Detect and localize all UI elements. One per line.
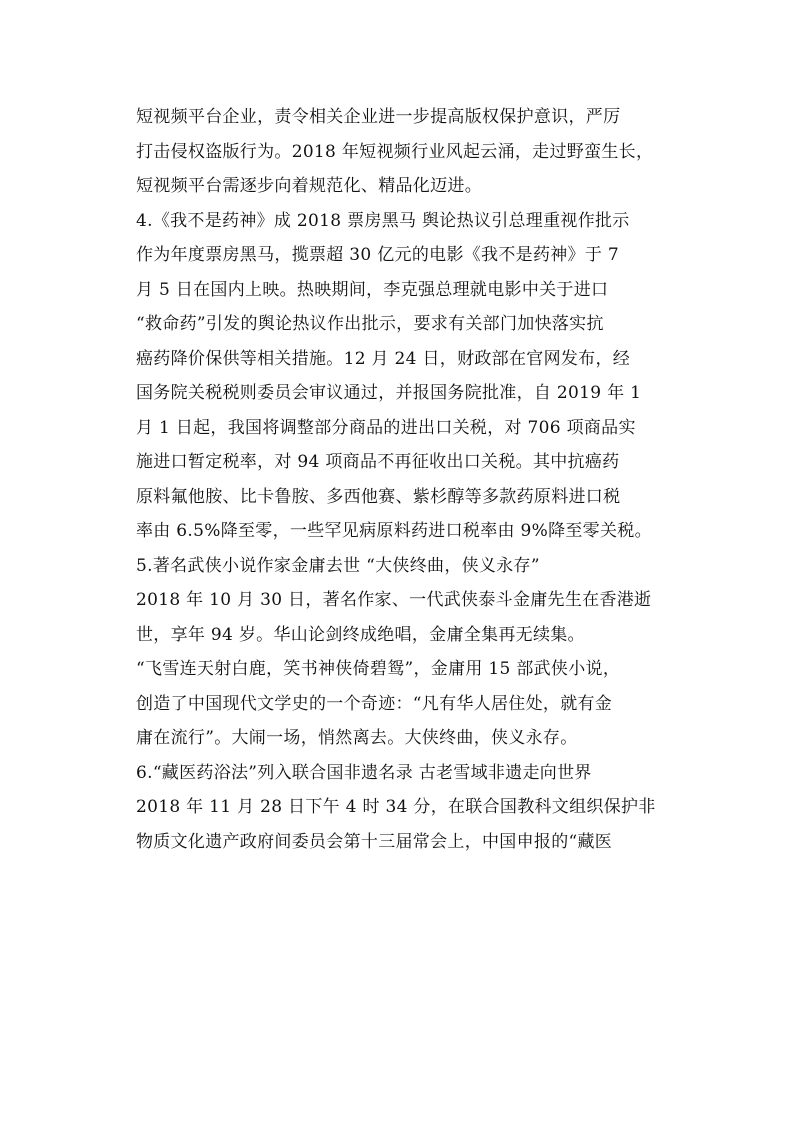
text-line: 打击侵权盗版行为。2018 年短视频行业风起云涌，走过野蛮生长， [136,141,654,162]
section-heading-4: 4.《我不是药神》成 2018 票房黑马 舆论热议引总理重视作批示 [136,210,630,231]
text-line: 率由 6.5%降至零，一些罕见病原料药进口税率由 9%降至零关税。 [136,521,652,541]
text-line: 2018 年 11 月 28 日下午 4 时 34 分，在联合国教科文组织保护非 [136,797,656,817]
text-line: “飞雪连天射白鹿，笑书神侠倚碧鸳”，金庸用 15 部武侠小说， [136,659,621,679]
text-line: 原料氟他胺、比卡鲁胺、多西他赛、紫杉醇等多款药原料进口税 [136,486,621,507]
text-line: “救命药”引发的舆论热议作出批示，要求有关部门加快落实抗 [136,314,604,334]
text-line: 庸在流行”。大闹一场，悄然离去。大侠终曲，侠义永存。 [136,728,578,748]
text-line: 世，享年 94 岁。华山论剑终成绝唱，金庸全集再无续集。 [136,624,585,645]
text-line: 短视频平台企业，责令相关企业进一步提高版权保护意识，严厉 [136,107,621,127]
text-line: 月 1 日起，我国将调整部分商品的进出口关税，对 706 项商品实 [136,417,636,438]
text-line: 癌药降价保供等相关措施。12 月 24 日，财政部在官网发布，经 [136,348,631,369]
section-heading-5: 5.著名武侠小说作家金庸去世 “大侠终曲，侠义永存” [136,555,540,576]
text-line: 短视频平台需逐步向着规范化、精品化迈进。 [136,176,482,196]
section-heading-6: 6.“藏医药浴法”列入联合国非遗名录 古老雪域非遗走向世界 [136,762,592,783]
text-line: 施进口暂定税率，对 94 项商品不再征收出口关税。其中抗癌药 [136,452,620,472]
text-line: 月 5 日在国内上映。热映期间，李克强总理就电影中关于进口 [136,279,609,300]
text-line: 创造了中国现代文学史的一个奇迹：“凡有华人居住处，就有金 [136,693,613,714]
text-line: 作为年度票房黑马，揽票超 30 亿元的电影《我不是药神》于 7 [136,245,619,265]
text-line: 物质文化遗产政府间委员会第十三届常会上，中国申报的“藏医 [136,831,613,852]
text-line: 2018 年 10 月 30 日，著名作家、一代武侠泰斗金庸先生在香港逝 [136,590,652,610]
document-body [136,100,658,859]
text-line: 国务院关税税则委员会审议通过，并报国务院批准，自 2019 年 1 [136,383,642,403]
